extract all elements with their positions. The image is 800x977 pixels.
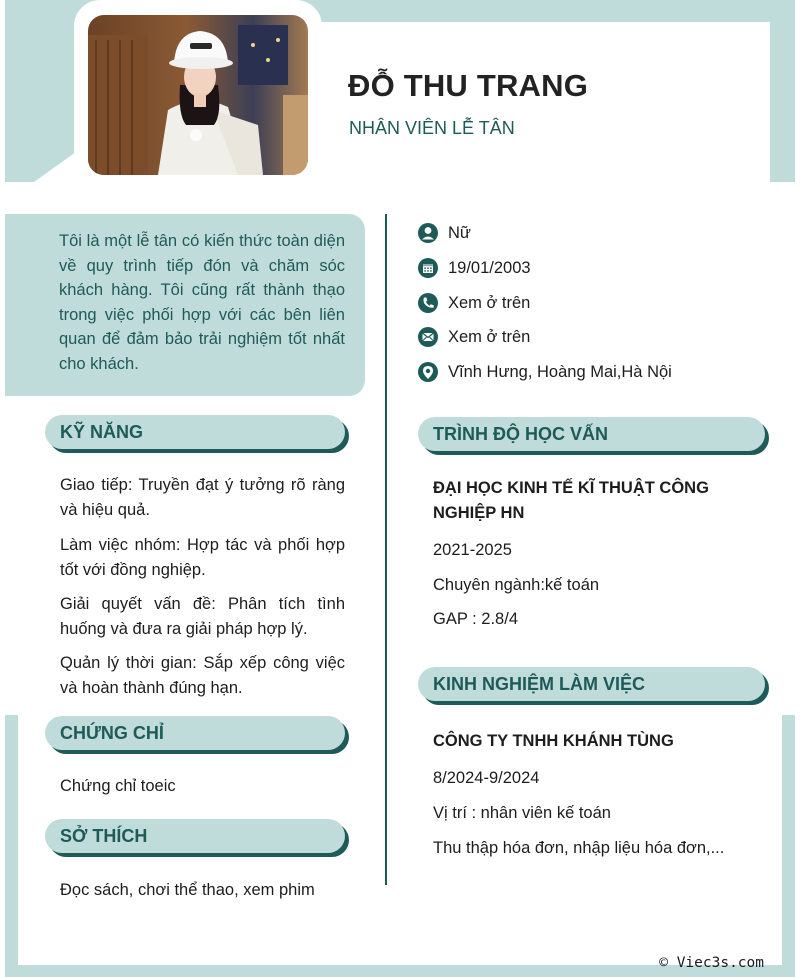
calendar-icon (418, 258, 438, 278)
experience-company: CÔNG TY TNHH KHÁNH TÙNG (433, 732, 674, 750)
birthdate-value: 19/01/2003 (448, 258, 531, 277)
photo-frame-wedge (34, 152, 76, 182)
experience-duties: Thu thập hóa đơn, nhập liệu hóa đơn,... (433, 839, 725, 857)
address-value: Vĩnh Hưng, Hoàng Mai,Hà Nội (448, 362, 672, 381)
experience-period: 8/2024-9/2024 (433, 769, 540, 787)
contact-birthdate (418, 258, 531, 278)
skills-heading: KỸ NĂNG (45, 415, 345, 449)
phone-icon (418, 293, 438, 313)
education-heading: TRÌNH ĐỘ HỌC VẤN (418, 417, 765, 451)
column-divider (385, 214, 387, 885)
mail-icon (418, 327, 438, 347)
education-school: ĐẠI HỌC KINH TẾ KĨ THUẬT CÔNG NGHIỆP HN (433, 479, 709, 522)
experience-position: Vị trí : nhân viên kế toán (433, 804, 611, 822)
phone-value: Xem ở trên (448, 293, 531, 312)
contact-email (418, 327, 530, 347)
watermark: © Viec3s.com (659, 955, 764, 971)
skill-item: Làm việc nhóm: Hợp tác và phối hợp tốt với đồng nghiệp. (60, 536, 345, 579)
profile-photo (88, 15, 308, 175)
certificates-heading: CHỨNG CHỈ (45, 716, 345, 750)
gender-value: Nữ (448, 223, 471, 242)
education-major: Chuyên ngành:kế toán (433, 576, 600, 594)
job-title: NHÂN VIÊN LỄ TÂN (349, 118, 515, 138)
skill-item: Quản lý thời gian: Sắp xếp công việc và hoàn thành đúng hạn. (60, 654, 345, 697)
hobby-item: Đọc sách, chơi thể thao, xem phim (60, 881, 315, 899)
candidate-name: ĐỖ THU TRANG (348, 68, 589, 103)
contact-gender (418, 223, 471, 243)
certificate-item: Chứng chỉ toeic (60, 777, 176, 795)
contact-phone (418, 293, 530, 313)
location-icon (418, 362, 438, 382)
user-icon (418, 223, 438, 243)
skill-item: Giải quyết vấn đề: Phân tích tình huống và đưa ra giải pháp hợp lý. (60, 595, 345, 638)
education-gpa: GAP : 2.8/4 (433, 610, 518, 628)
hobbies-heading: SỞ THÍCH (45, 819, 345, 853)
summary-text: Tôi là một lễ tân có kiến thức toàn diện về quy trình tiếp đón và chăm sóc khách hàng. Tôi cũng rất thành thạo trong việc phối hợp với các bên liên quan để đảm bảo trải nghiệm tốt nhất cho khách. (59, 232, 345, 373)
contact-address (418, 362, 672, 382)
skill-item: Giao tiếp: Truyền đạt ý tưởng rõ ràng và hiệu quả. (60, 476, 345, 519)
email-value: Xem ở trên (448, 327, 531, 346)
experience-heading: KINH NGHIỆM LÀM VIỆC (418, 667, 765, 701)
education-period: 2021-2025 (433, 541, 512, 559)
